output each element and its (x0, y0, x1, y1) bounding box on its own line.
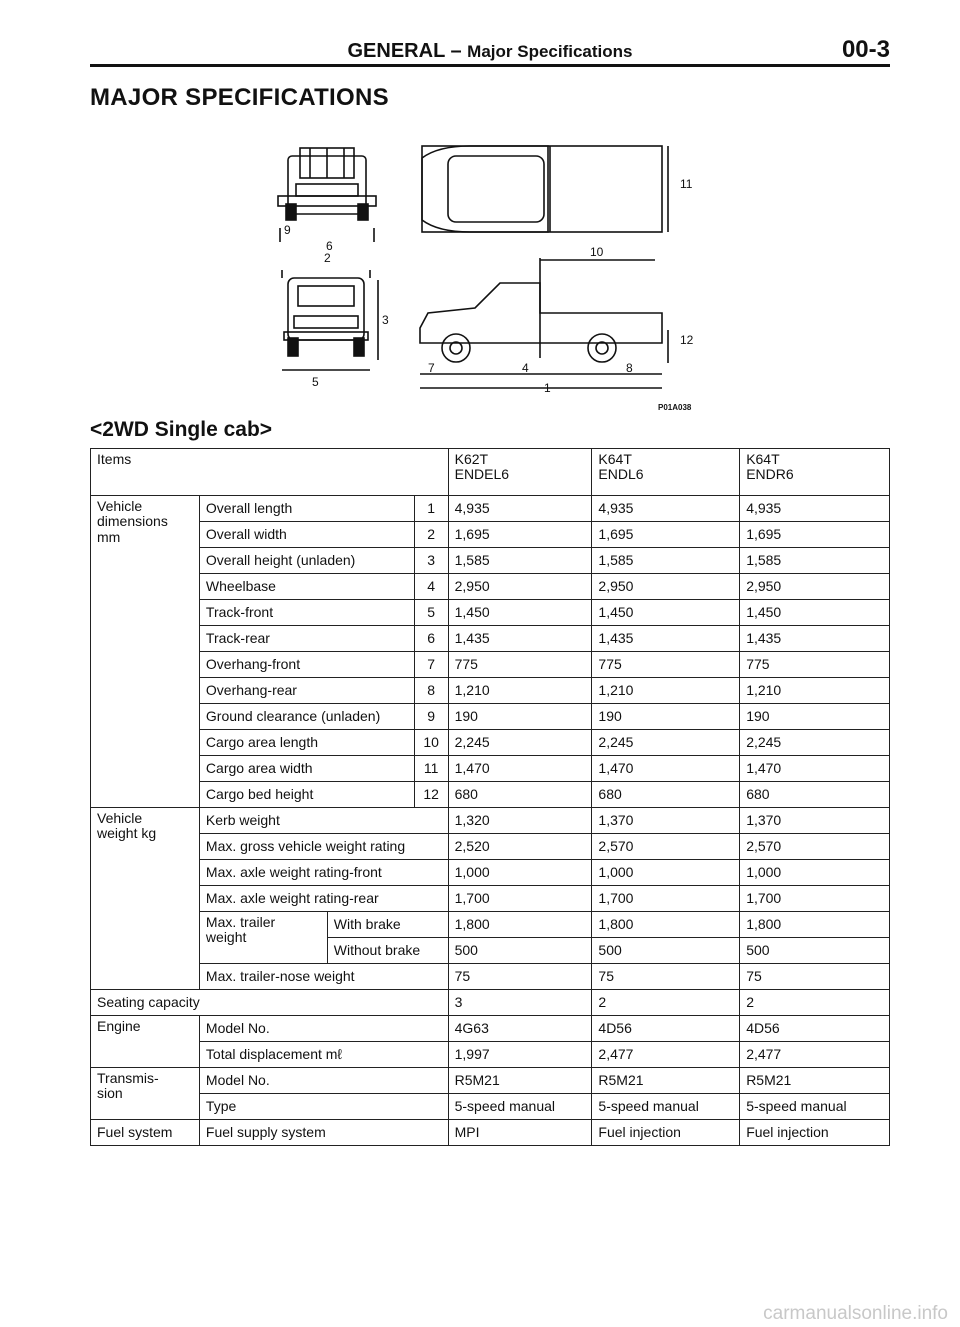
value-cell: Fuel injection (740, 1120, 890, 1146)
item-label: Model No. (199, 1016, 448, 1042)
value-cell: 1,800 (740, 912, 890, 938)
value-cell: 1,470 (448, 756, 592, 782)
item-label: Cargo area width (199, 756, 414, 782)
value-cell: 1,000 (448, 860, 592, 886)
value-cell: MPI (448, 1120, 592, 1146)
value-cell: 1,435 (448, 626, 592, 652)
rear-view-drawing (278, 148, 376, 242)
value-cell: 2 (592, 990, 740, 1016)
item-label: Cargo area length (199, 730, 414, 756)
header-dash: – (450, 40, 462, 62)
value-cell: 1,695 (592, 522, 740, 548)
model-header: K64T ENDL6 (592, 449, 740, 496)
value-cell: 1,695 (740, 522, 890, 548)
item-label: Type (199, 1094, 448, 1120)
table-row (91, 964, 890, 990)
cab-label: <2WD Single cab> (90, 418, 273, 441)
value-cell: 1,000 (740, 860, 890, 886)
item-label: Max. axle weight rating-front (199, 860, 448, 886)
item-label: Kerb weight (199, 808, 448, 834)
top-view-drawing (422, 146, 668, 232)
value-cell: 2,570 (592, 834, 740, 860)
watermark: carmanualsonline.info (763, 1303, 948, 1324)
table-row (91, 912, 890, 938)
item-label: Overall width (199, 522, 414, 548)
table-row (91, 990, 890, 1016)
model-header: K62T ENDEL6 (448, 449, 592, 496)
item-label: Track-rear (199, 626, 414, 652)
value-cell: 1,435 (740, 626, 890, 652)
table-row (91, 626, 890, 652)
table-row (91, 808, 890, 834)
table-row (91, 678, 890, 704)
dim-label-10: 10 (590, 245, 604, 259)
table-row (91, 860, 890, 886)
value-cell: 75 (740, 964, 890, 990)
ref-number: 4 (414, 574, 448, 600)
dim-label-6: 6 (326, 239, 333, 253)
header-section: GENERAL (347, 40, 445, 62)
ref-number: 10 (414, 730, 448, 756)
value-cell: 680 (740, 782, 890, 808)
figure-code: P01A038 (658, 403, 692, 412)
model-header: K64T ENDR6 (740, 449, 890, 496)
dim-label-4: 4 (522, 361, 529, 375)
value-cell: 2,477 (592, 1042, 740, 1068)
item-label: Ground clearance (unladen) (199, 704, 414, 730)
dim-label-1: 1 (544, 381, 551, 395)
table-row (91, 1068, 890, 1094)
group-label-engine: Engine (91, 1016, 200, 1068)
value-cell: 1,700 (448, 886, 592, 912)
value-cell: 1,450 (592, 600, 740, 626)
value-cell: 1,997 (448, 1042, 592, 1068)
table-row (91, 548, 890, 574)
value-cell: 775 (740, 652, 890, 678)
value-cell: 2,245 (740, 730, 890, 756)
value-cell: 1,695 (448, 522, 592, 548)
ref-number: 8 (414, 678, 448, 704)
value-cell: 75 (448, 964, 592, 990)
value-cell: 2,477 (740, 1042, 890, 1068)
value-cell: 775 (592, 652, 740, 678)
value-cell: 1,700 (592, 886, 740, 912)
value-cell: 1,210 (592, 678, 740, 704)
value-cell: 4,935 (448, 496, 592, 522)
value-cell: 1,450 (448, 600, 592, 626)
value-cell: 1,800 (448, 912, 592, 938)
item-label: Wheelbase (199, 574, 414, 600)
value-cell: 1,320 (448, 808, 592, 834)
page-header (90, 36, 890, 66)
value-cell: 500 (592, 938, 740, 964)
value-cell: 2,245 (592, 730, 740, 756)
value-cell: 4,935 (740, 496, 890, 522)
table-row (91, 652, 890, 678)
value-cell: R5M21 (448, 1068, 592, 1094)
value-cell: 190 (740, 704, 890, 730)
item-label: Overhang-rear (199, 678, 414, 704)
value-cell: 1,800 (592, 912, 740, 938)
value-cell: 2,520 (448, 834, 592, 860)
ref-number: 6 (414, 626, 448, 652)
value-cell: 1,210 (448, 678, 592, 704)
value-cell: 1,000 (592, 860, 740, 886)
value-cell: 1,585 (592, 548, 740, 574)
item-label: Total displacement mℓ (199, 1042, 448, 1068)
table-row (91, 834, 890, 860)
value-cell: 1,700 (740, 886, 890, 912)
item-label: Overall length (199, 496, 414, 522)
value-cell: 2,950 (740, 574, 890, 600)
item-label: Model No. (199, 1068, 448, 1094)
table-row (91, 574, 890, 600)
value-cell: 1,470 (592, 756, 740, 782)
item-label: With brake (327, 912, 448, 938)
ref-number: 1 (414, 496, 448, 522)
front-view-drawing (282, 270, 378, 370)
dim-label-2: 2 (324, 251, 331, 265)
value-cell: 680 (448, 782, 592, 808)
ref-number: 2 (414, 522, 448, 548)
item-label: Max. trailer-nose weight (199, 964, 448, 990)
value-cell: 5-speed manual (592, 1094, 740, 1120)
table-row (91, 756, 890, 782)
table-row (91, 1120, 890, 1146)
group-label-transmission: Transmis- sion (91, 1068, 200, 1120)
item-label: Track-front (199, 600, 414, 626)
value-cell: 1,585 (740, 548, 890, 574)
item-label: Cargo bed height (199, 782, 414, 808)
value-cell: 190 (448, 704, 592, 730)
value-cell: 775 (448, 652, 592, 678)
max-trailer-weight-label: Max. trailer weight (199, 912, 327, 964)
ref-number: 5 (414, 600, 448, 626)
table-row (91, 1042, 890, 1068)
ref-number: 3 (414, 548, 448, 574)
table-row (91, 730, 890, 756)
item-label: Max. gross vehicle weight rating (199, 834, 448, 860)
ref-number: 11 (414, 756, 448, 782)
value-cell: 1,450 (740, 600, 890, 626)
value-cell: 1,210 (740, 678, 890, 704)
value-cell: 5-speed manual (740, 1094, 890, 1120)
group-label-dimensions: Vehicle dimensions mm (91, 496, 200, 808)
dim-label-12: 12 (680, 333, 694, 347)
vehicle-dimension-figure (270, 138, 720, 418)
table-row (91, 1094, 890, 1120)
group-label-fuel: Fuel system (91, 1120, 200, 1146)
item-label: Fuel supply system (199, 1120, 448, 1146)
value-cell: 500 (448, 938, 592, 964)
header-subsection: Major Specifications (467, 42, 633, 61)
value-cell: Fuel injection (592, 1120, 740, 1146)
value-cell: 3 (448, 990, 592, 1016)
table-row (91, 886, 890, 912)
value-cell: 2 (740, 990, 890, 1016)
header-rule (90, 64, 890, 67)
group-label-seating: Seating capacity (91, 990, 449, 1016)
value-cell: 2,950 (448, 574, 592, 600)
table-row (91, 782, 890, 808)
value-cell: 2,245 (448, 730, 592, 756)
page-number: 00-3 (841, 36, 890, 63)
table-row (91, 522, 890, 548)
dim-label-11: 11 (680, 177, 693, 191)
value-cell: 1,370 (592, 808, 740, 834)
value-cell: 5-speed manual (448, 1094, 592, 1120)
items-header: Items (91, 449, 449, 496)
table-row (91, 496, 890, 522)
value-cell: 190 (592, 704, 740, 730)
dim-label-9: 9 (284, 223, 291, 237)
value-cell: 1,370 (740, 808, 890, 834)
ref-number: 9 (414, 704, 448, 730)
value-cell: R5M21 (592, 1068, 740, 1094)
specifications-table (90, 448, 890, 1146)
value-cell: 1,585 (448, 548, 592, 574)
main-title: MAJOR SPECIFICATIONS (90, 84, 389, 111)
item-label: Overhang-front (199, 652, 414, 678)
item-label: Overall height (unladen) (199, 548, 414, 574)
table-header-row (91, 449, 890, 496)
dim-label-3: 3 (382, 313, 389, 327)
value-cell: 1,435 (592, 626, 740, 652)
header-title (90, 40, 890, 63)
value-cell: 2,570 (740, 834, 890, 860)
value-cell: 4,935 (592, 496, 740, 522)
table-row (91, 704, 890, 730)
value-cell: 680 (592, 782, 740, 808)
ref-number: 7 (414, 652, 448, 678)
value-cell: 75 (592, 964, 740, 990)
group-label-weight: Vehicle weight kg (91, 808, 200, 990)
table-row (91, 1016, 890, 1042)
value-cell: 1,470 (740, 756, 890, 782)
value-cell: R5M21 (740, 1068, 890, 1094)
dim-label-7: 7 (428, 361, 435, 375)
value-cell: 4G63 (448, 1016, 592, 1042)
item-label: Without brake (327, 938, 448, 964)
dim-label-8: 8 (626, 361, 633, 375)
ref-number: 12 (414, 782, 448, 808)
value-cell: 4D56 (740, 1016, 890, 1042)
dim-label-5: 5 (312, 375, 319, 389)
value-cell: 2,950 (592, 574, 740, 600)
table-row (91, 600, 890, 626)
value-cell: 4D56 (592, 1016, 740, 1042)
item-label: Max. axle weight rating-rear (199, 886, 448, 912)
value-cell: 500 (740, 938, 890, 964)
